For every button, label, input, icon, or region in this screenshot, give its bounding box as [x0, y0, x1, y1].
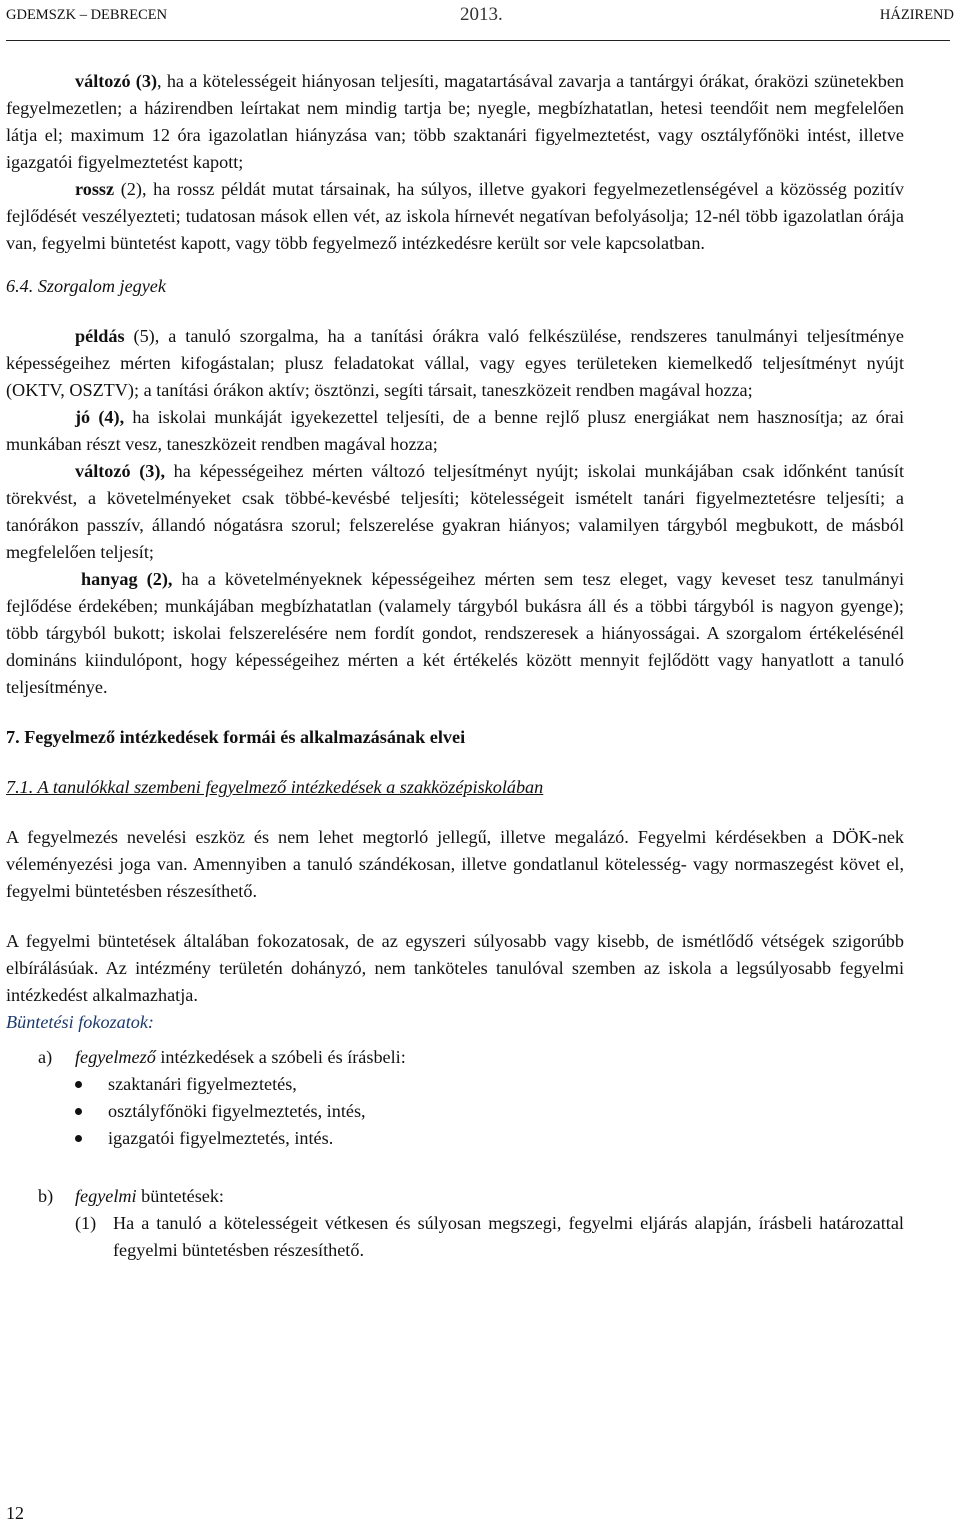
discipline-paragraph-2: A fegyelmi büntetések általában fokozatosak, de az egyszeri súlyosabb vagy kisebb, de ismétlődő vétségek szigorúbb elbírálásúak. Az intézmény területén dohányzó, nem tanköteles tanulóval szemben az iskola a legsúlyosabb fegyelmi intézkedést alkalmazhatja.	[6, 931, 904, 1005]
grade-label: rossz	[75, 179, 115, 199]
grade-label: példás	[75, 326, 125, 346]
list-item: osztályfőnöki figyelmeztetés, intés,	[6, 1098, 904, 1125]
discipline-paragraph-1: A fegyelmezés nevelési eszköz és nem lehet megtorló jellegű, illetve megalázó. Fegyelmi kérdésekben a DÖK-nek véleményezési joga van. Amennyiben a tanuló szándékosan, illetve gondatlanul kötelesség- vagy normaszegést követ el, fegyelmi büntetésben részesíthető.	[6, 827, 904, 901]
diligence-grade-4	[6, 404, 904, 458]
diligence-grade-5	[6, 323, 904, 404]
section-6-4-heading: 6.4. Szorgalom jegyek	[6, 276, 166, 296]
bullet-icon	[75, 1108, 82, 1115]
grade-text: (2), ha rossz példát mutat társainak, ha súlyos, illetve gyakori fegyelmezetlenségével a közösség pozitív fejlődését veszélyezteti; tudatosan mások ellen vét, az iskola hírnevét negatívan befolyásolja; 12-nél több igazolatlan órája van, fegyelmi büntetést kapott, vagy több fegyelmező intézkedésre került sor vele kapcsolatban.	[6, 179, 904, 253]
bullet-list	[6, 1071, 904, 1152]
header-school: GDEMSZK – DEBRECEN	[6, 7, 168, 23]
section-7-1-heading: 7.1. A tanulókkal szembeni fegyelmező intézkedések a szakközépiskolában	[6, 777, 544, 797]
grade-text: (5), a tanuló szorgalma, ha a tanítási órákra való felkészülése, rendszeres tanulmányi teljesítménye képességeihez mérten kifogástalan; plusz feladatokat vállal, vagy egyes területeken kiemelkedő teljesítményt nyújt (OKTV, OSZTV); a tanítási órákon aktív; ösztönzi, segíti társait, taneszközeit rendben magával hozza;	[6, 326, 904, 400]
item-emphasis: fegyelmi	[75, 1186, 137, 1206]
grade-label: hanyag (2),	[81, 569, 173, 589]
grade-text: ha a követelményeknek képességeihez mérten sem tesz eleget, vagy keveset tesz tanulmányi fejlődése érdekében; munkájában megbízhatatlan (valamely tárgyból bukásra áll és a többi tárgyból is nagyon gyenge); több tárgyból bukott; iskolai felszerelésére nem fordít gondot, rendszeresek a hiányosságai. A szorgalom értékelésénél domináns kiindulópont, hogy képességeihez mérten a két értékelés között mennyit fejlődött vagy hanyatlott a tanuló teljesítménye.	[6, 569, 904, 697]
item-emphasis: fegyelmező	[75, 1047, 156, 1067]
grade-label: jó (4),	[75, 407, 125, 427]
list-item: igazgatói figyelmeztetés, intés.	[6, 1125, 904, 1152]
document-body	[6, 68, 904, 1264]
diligence-grade-2	[6, 566, 904, 701]
page-number: 12	[6, 1503, 24, 1523]
page-header	[6, 0, 954, 30]
grade-label: változó (3)	[75, 71, 158, 91]
section-7-heading: 7. Fegyelmező intézkedések formái és alkalmazásának elvei	[6, 727, 466, 747]
item-text: Ha a tanuló a kötelességeit vétkesen és súlyosan megszegi, fegyelmi eljárás alapján, írásbeli határozattal fegyelmi büntetésben részesíthető.	[113, 1213, 904, 1260]
header-title: HÁZIREND	[879, 7, 954, 23]
list-item: szaktanári figyelmeztetés,	[6, 1071, 904, 1098]
penalty-item-a	[6, 1044, 904, 1071]
header-divider	[6, 40, 950, 41]
bullet-icon	[75, 1135, 82, 1142]
diligence-grade-3	[6, 458, 904, 566]
penalty-levels-title: Büntetési fokozatok:	[6, 1012, 154, 1032]
list-marker: a)	[38, 1047, 53, 1067]
conduct-grade-2	[6, 176, 904, 257]
grade-label: változó (3),	[75, 461, 165, 481]
list-marker: (1)	[75, 1213, 97, 1233]
grade-text: ha képességeihez mérten változó teljesítményt nyújt; iskolai munkájában csak időnként tanúsít törekvést, a követelményeket csak többé-kevésbé teljesíti; kötelességeit ismételt tanári figyelmeztetésre teljesíti; a tanórákon passzív, állandó nógatásra szorul; felszerelése gyakran hiányos; valamilyen tárgyból megbukott, de másból megfelelően teljesít;	[6, 461, 904, 562]
list-marker: b)	[38, 1186, 54, 1206]
header-year: 2013.	[460, 4, 503, 25]
item-text: büntetések:	[136, 1186, 224, 1206]
item-text: intézkedések a szóbeli és írásbeli:	[155, 1047, 406, 1067]
conduct-grade-3	[6, 68, 904, 176]
bullet-icon	[75, 1081, 82, 1088]
grade-text: ha iskolai munkáját igyekezettel teljesíti, de a benne rejlő plusz energiákat nem hasznosítja; az órai munkában részt vesz, taneszközeit rendben magával hozza;	[6, 407, 904, 454]
grade-text: , ha a kötelességeit hiányosan teljesíti, magatartásával zavarja a tantárgyi órákat, óraközi szünetekben fegyelmezetlen; a házirendben leírtakat nem mindig tartja be; nyegle, megbízhatatlan, hetesi teendőit nem megfelelően látja el; maximum 12 óra igazolatlan hiányzása van; több szaktanári figyelmeztetést, vagy osztályfőnöki intést, illetve igazgatói figyelmeztetést kapott;	[6, 71, 905, 172]
penalty-item-b-1	[6, 1210, 904, 1264]
penalty-item-b	[6, 1183, 904, 1210]
